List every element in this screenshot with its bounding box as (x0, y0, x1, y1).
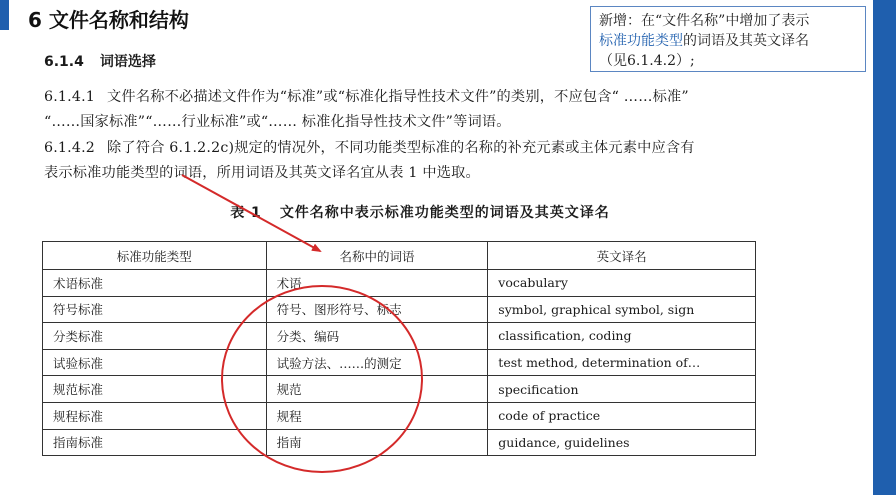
paragraph-number: 6.1.4.1 (44, 89, 96, 105)
table-cell: 指南标准 (43, 429, 267, 456)
table-cell: 符号标准 (43, 296, 267, 323)
annotation-circle (222, 286, 422, 472)
table-cell: 符号、图形符号、标志 (266, 296, 488, 323)
table-header-cell: 名称中的词语 (266, 242, 488, 270)
note-line-1: 新增：在“文件名称”中增加了表示 (599, 13, 810, 29)
table-cell: 分类标准 (43, 323, 267, 350)
section-title: 6 文件名称和结构 (28, 8, 189, 32)
table-cell: classification, coding (488, 323, 756, 350)
paragraph-number: 6.1.4.2 (44, 140, 96, 156)
subheading-title: 词语选择 (99, 54, 156, 70)
table-cell: 规范标准 (43, 376, 267, 403)
paragraph-text: 除了符合 6.1.2.2c)规定的情况外，不同功能类型标准的名称的补充元素或主体元素中应含有 (107, 140, 695, 156)
paragraph-text: 文件名称不必描述文件作为“标准”或“标准化指导性技术文件”的类别，不应包含“ ……标准” (107, 89, 689, 105)
table-cell: symbol, graphical symbol, sign (488, 296, 756, 323)
table-cell: code of practice (488, 402, 756, 429)
table-cell: 规程标准 (43, 402, 267, 429)
table-cell: test method, determination of… (488, 349, 756, 376)
table-cell: 试验方法、……的测定 (266, 349, 488, 376)
table-cell: specification (488, 376, 756, 403)
note-line-3: （见6.1.4.2）; (599, 53, 695, 69)
table-header-cell: 英文译名 (488, 242, 756, 270)
table-header-cell: 标准功能类型 (43, 242, 267, 270)
annotation-arrow (182, 175, 320, 251)
subheading-number: 6.1.4 (44, 54, 84, 70)
table-caption-number: 表 1 (230, 205, 262, 221)
table-cell: 术语 (266, 270, 488, 297)
note-line-2-rest: 的词语及其英文译名 (683, 33, 809, 49)
table-cell: 规程 (266, 402, 488, 429)
table-cell: 规范 (266, 376, 488, 403)
note-highlight: 标准功能类型 (599, 33, 683, 49)
table-cell: 术语标准 (43, 270, 267, 297)
table-caption-title: 文件名称中表示标准功能类型的词语及其英文译名 (279, 205, 610, 221)
table-cell: guidance, guidelines (488, 429, 756, 456)
paragraph-line: “……国家标准”“……行业标准”或“…… 标准化指导性技术文件”等词语。 (44, 114, 511, 130)
table-cell: 试验标准 (43, 349, 267, 376)
table-cell: 分类、编码 (266, 323, 488, 350)
paragraph-line: 表示标准功能类型的词语，所用词语及其英文译名宜从表 1 中选取。 (44, 165, 480, 181)
table-cell: vocabulary (488, 270, 756, 297)
table-cell: 指南 (266, 429, 488, 456)
